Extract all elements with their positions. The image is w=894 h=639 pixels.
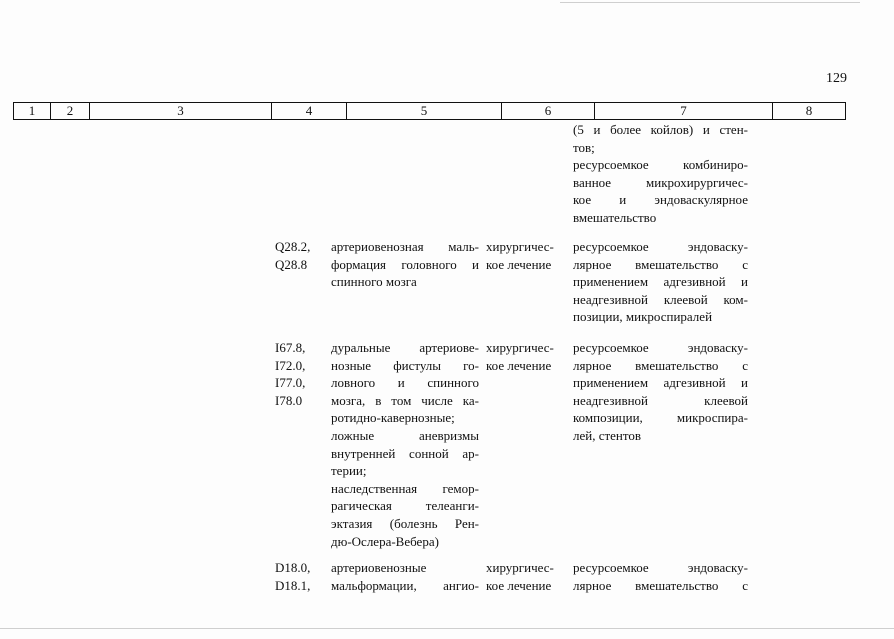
text-line: артериовенозные — [331, 560, 427, 575]
text-line: ресурсоемкое эндоваску- — [573, 340, 748, 355]
text-line: Q28.2, — [275, 239, 311, 254]
text-line: ресурсоемкое эндоваску- — [573, 239, 748, 254]
column-number: 5 — [347, 103, 502, 120]
text-line: лей, стентов — [573, 427, 642, 443]
text-line: кое лечение — [486, 357, 552, 373]
text-line: ловного и спинного — [331, 375, 479, 391]
text-line: D18.1, — [275, 577, 311, 593]
column-number: 2 — [51, 103, 90, 120]
text-line: хирургичес- — [486, 340, 554, 355]
text-line: ротидно-кавернозные; — [331, 410, 455, 426]
text-line: неадгезивной клеевой ком- — [573, 291, 748, 307]
text-line: внутренней сонной ар- — [331, 445, 479, 461]
text-line: I67.8, — [275, 340, 306, 355]
text-line: нозные фистулы го- — [331, 357, 479, 373]
text-line: I78.0 — [275, 392, 303, 408]
text-line: кое лечение — [486, 577, 552, 593]
text-line: ванное микрохирургичес- — [573, 174, 748, 190]
diagnosis-code-cell — [275, 339, 335, 409]
disease-description-cell — [331, 339, 479, 550]
treatment-method-cell — [573, 559, 748, 594]
text-line: лярное вмешательство с — [573, 357, 748, 373]
text-line: неадгезивной клеевой — [573, 392, 748, 408]
scan-artifact-line — [0, 628, 894, 629]
text-line: вмешательство — [573, 209, 657, 225]
treatment-method-cell — [573, 339, 748, 445]
text-line: ресурсоемкое комбиниро- — [573, 157, 748, 173]
treatment-type-cell — [486, 238, 566, 273]
text-line: лярное вмешательство с — [573, 256, 748, 272]
treatment-type-cell — [486, 559, 566, 594]
text-line: позиции, микроспиралей — [573, 309, 713, 325]
scan-artifact-line — [560, 2, 860, 3]
treatment-type-cell — [486, 339, 566, 374]
text-line: D18.0, — [275, 560, 311, 575]
text-line: артериовенозная маль- — [331, 239, 479, 254]
disease-description-cell — [331, 238, 479, 291]
diagnosis-code-cell — [275, 238, 335, 273]
text-line: мозга, в том числе ка- — [331, 392, 479, 408]
text-line: рагическая телеанги- — [331, 498, 479, 514]
text-line: хирургичес- — [486, 560, 554, 575]
diagnosis-code-cell — [275, 559, 335, 594]
text-line: спинного мозга — [331, 274, 417, 290]
column-number: 6 — [502, 103, 595, 120]
continuation-method-cell — [573, 121, 748, 227]
text-line: применением адгезивной и — [573, 375, 748, 391]
column-number: 3 — [90, 103, 272, 120]
column-number: 8 — [773, 103, 846, 120]
text-line: композиции, микроспира- — [573, 410, 748, 426]
text-line: лярное вмешательство с — [573, 577, 748, 593]
text-line: формация головного и — [331, 256, 479, 272]
text-line: дю-Ослера-Вебера) — [331, 533, 439, 549]
text-line: тов; — [573, 139, 595, 155]
text-line: применением адгезивной и — [573, 274, 748, 290]
text-line: кое лечение — [486, 256, 552, 272]
column-number: 7 — [595, 103, 773, 120]
column-number: 1 — [14, 103, 51, 120]
text-line: Q28.8 — [275, 256, 308, 272]
text-line: мальформации, ангио- — [331, 577, 479, 593]
text-line: эктазия (болезнь Рен- — [331, 515, 479, 531]
text-line: I72.0, — [275, 357, 306, 373]
page-number: 129 — [826, 71, 847, 86]
text-line: I77.0, — [275, 375, 306, 391]
text-line: (5 и более койлов) и стен- — [573, 122, 748, 137]
disease-description-cell — [331, 559, 479, 594]
text-line: ресурсоемкое эндоваску- — [573, 560, 748, 575]
text-line: дуральные артериове- — [331, 340, 479, 355]
text-line: терии; — [331, 463, 367, 479]
text-line: ложные аневризмы — [331, 427, 479, 443]
text-line: кое и эндоваскулярное — [573, 192, 748, 208]
text-line: наследственная гемор- — [331, 480, 479, 496]
column-number: 4 — [272, 103, 347, 120]
treatment-method-cell — [573, 238, 748, 326]
column-number-header — [13, 102, 846, 120]
text-line: хирургичес- — [486, 239, 554, 254]
